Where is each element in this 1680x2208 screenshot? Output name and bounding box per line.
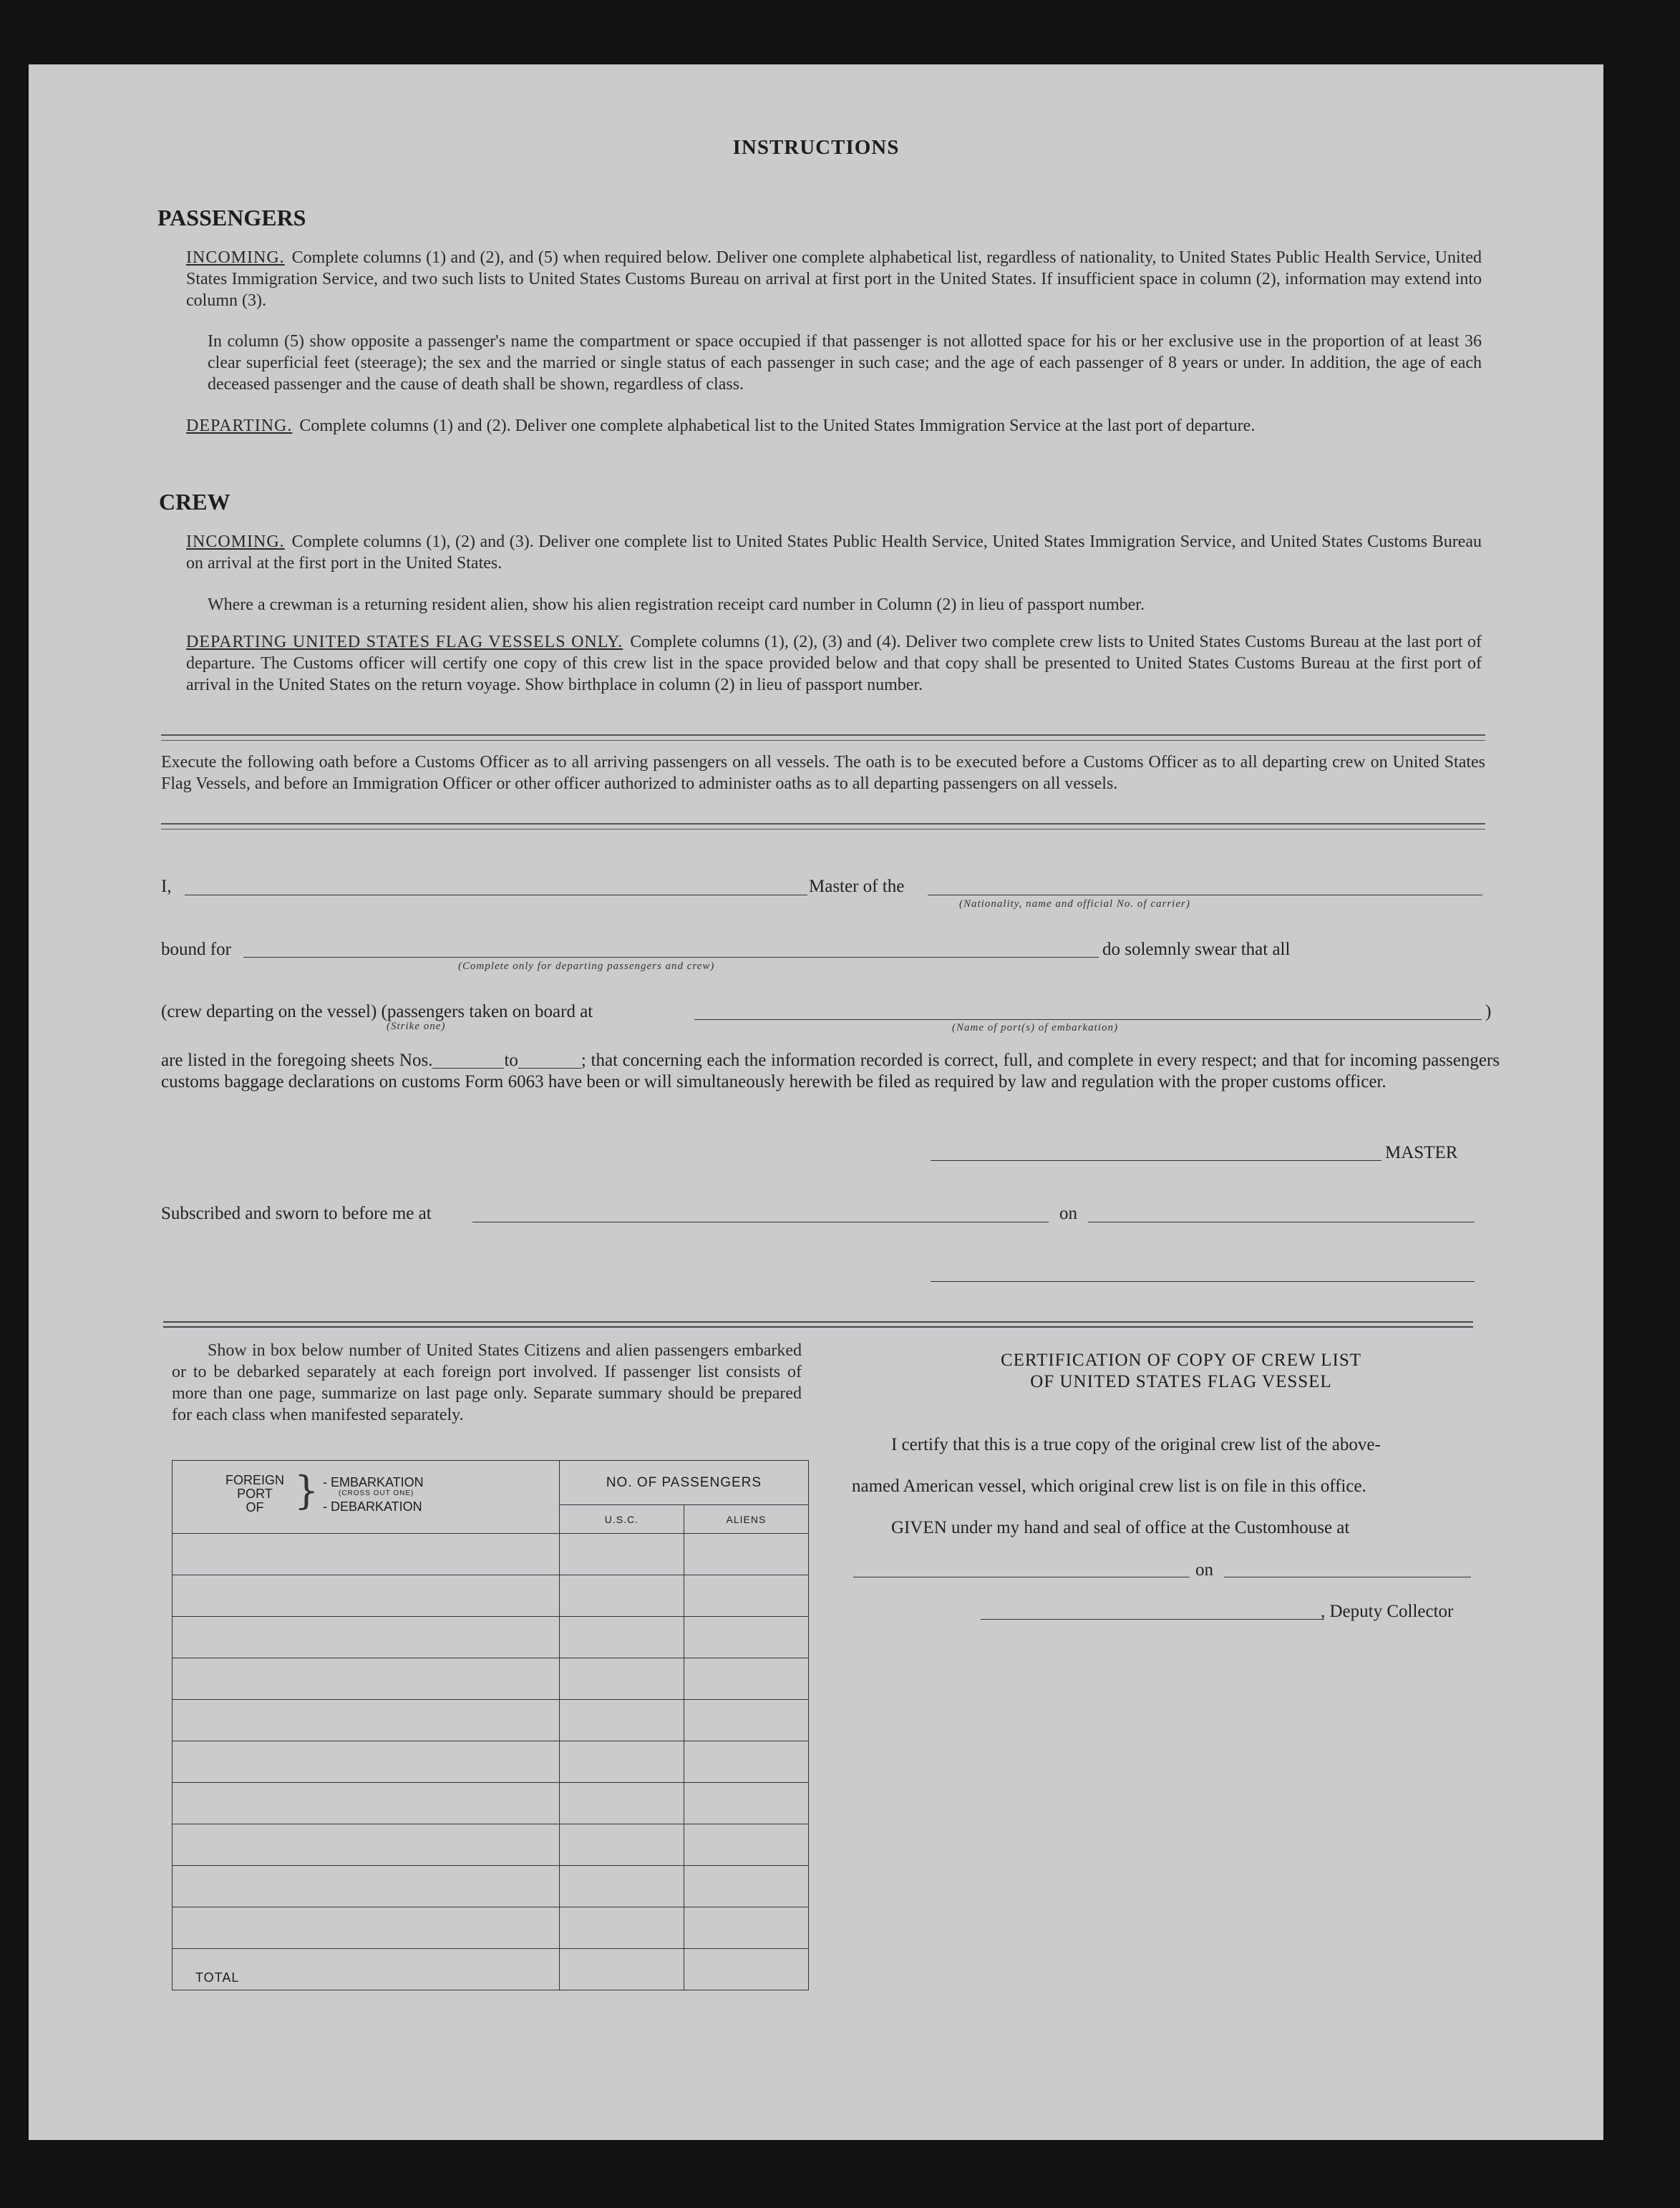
- certification-on-label: on: [1195, 1560, 1213, 1580]
- aliens-header: ALIENS: [684, 1505, 808, 1534]
- port-header-cell: [173, 1461, 560, 1534]
- foreign-port-of: [215, 1474, 294, 1514]
- sheets-to-field[interactable]: [518, 1068, 581, 1069]
- table-row: [173, 1534, 809, 1575]
- passenger-summary-table: [172, 1460, 809, 1990]
- sheets-from-field[interactable]: [432, 1068, 504, 1069]
- passengers-heading: PASSENGERS: [157, 205, 306, 230]
- close-paren: ): [1485, 1002, 1492, 1021]
- port-cell[interactable]: [173, 1534, 560, 1575]
- aliens-cell[interactable]: [684, 1907, 808, 1949]
- usc-cell[interactable]: [559, 1907, 684, 1949]
- deputy-signature-field[interactable]: [981, 1619, 1324, 1620]
- table-row: [173, 1617, 809, 1658]
- listed-text-a: are listed in the foregoing sheets Nos.: [161, 1051, 433, 1070]
- aliens-total-cell[interactable]: [684, 1949, 808, 1990]
- foreign-label: FOREIGN: [225, 1473, 284, 1487]
- embarkation-label[interactable]: - EMBARKATION: [323, 1475, 424, 1489]
- port-cell[interactable]: [173, 1658, 560, 1700]
- certification-title: [866, 1350, 1496, 1393]
- aliens-cell[interactable]: [684, 1783, 808, 1824]
- port-cell[interactable]: [173, 1907, 560, 1949]
- port-cell[interactable]: [173, 1700, 560, 1741]
- port-cell[interactable]: [173, 1866, 560, 1907]
- table-row: [173, 1866, 809, 1907]
- port-caption: (Name of port(s) of embarkation): [952, 1022, 1118, 1034]
- aliens-cell[interactable]: [684, 1658, 808, 1700]
- passenger-summary-box: [172, 1460, 809, 1990]
- given-line: GIVEN under my hand and seal of office at the Customhouse at: [891, 1518, 1350, 1537]
- passengers-incoming-text: Complete columns (1) and (2), and (5) when required below. Deliver one complete alphabetical list, regardless of nationality, to United States Public Health Service, United States Immigration Service, and two such lists to United States Customs Bureau on arrival at first port in the United States. If insufficient space in column (2), information may extend into column (3).: [186, 248, 1482, 310]
- aliens-cell[interactable]: [684, 1866, 808, 1907]
- usc-cell[interactable]: [559, 1866, 684, 1907]
- listed-to: to: [504, 1051, 518, 1070]
- passengers-departing-paragraph: [186, 415, 1482, 437]
- table-row: [173, 1658, 809, 1700]
- aliens-cell[interactable]: [684, 1824, 808, 1866]
- no-passengers-header: NO. OF PASSENGERS: [559, 1461, 808, 1505]
- port-cell[interactable]: [173, 1575, 560, 1617]
- table-row: [173, 1824, 809, 1866]
- swear-label: do solemnly swear that all: [1102, 940, 1291, 959]
- aliens-cell[interactable]: [684, 1700, 808, 1741]
- usc-cell[interactable]: [559, 1617, 684, 1658]
- usc-total-cell[interactable]: [559, 1949, 684, 1990]
- crew-resident-paragraph: Where a crewman is a returning resident alien, show his alien registration receipt card number in Column (2) in lieu of passport number.: [208, 595, 1145, 614]
- brace-icon: }: [294, 1468, 319, 1513]
- embarkation-port-field[interactable]: [694, 1019, 1482, 1020]
- page-title: INSTRUCTIONS: [732, 136, 900, 159]
- aliens-cell[interactable]: [684, 1741, 808, 1783]
- crew-heading: CREW: [159, 489, 230, 515]
- port-cell[interactable]: [173, 1783, 560, 1824]
- port-label: PORT: [237, 1487, 273, 1501]
- subscribed-on-label: on: [1059, 1204, 1077, 1223]
- master-signature-field[interactable]: [931, 1160, 1382, 1161]
- port-cell[interactable]: [173, 1617, 560, 1658]
- oath-intro-paragraph: Execute the following oath before a Customs Officer as to all arriving passengers on all vessels. The oath is to be executed before a Customs Officer as to all departing crew on United States Flag Vessels, and before an Immigration Officer or other officer authorized to administer oaths as to all departing passengers on all vessels.: [161, 753, 1485, 793]
- crew-flag-paragraph: [186, 631, 1482, 696]
- certify-line1: I certify that this is a true copy of the original crew list of the above-: [891, 1435, 1381, 1454]
- table-row: [173, 1700, 809, 1741]
- crew-incoming-lead: INCOMING.: [186, 532, 285, 551]
- strike-one-caption: (Strike one): [387, 1021, 446, 1032]
- passengers-column5-paragraph: In column (5) show opposite a passenger's name the compartment or space occupied if that passenger is not allotted space for his or her exclusive use in the proportion of at least 36 clear superficial feet (steerage); the sex and the married or single status of each passenger in such case; and the age of each passenger of 8 years or under. In addition, the age of each deceased passenger and the cause of death shall be shown, regardless of class.: [208, 332, 1482, 394]
- passengers-departing-text: Complete columns (1) and (2). Deliver one complete alphabetical list to the United States Immigration Service at the last port of departure.: [299, 417, 1256, 435]
- crew-incoming-text: Complete columns (1), (2) and (3). Deliver one complete list to United States Public Health Service, United States Immigration Service, and United States Customs Bureau on arrival at the first port in the United States.: [186, 532, 1482, 573]
- usc-cell[interactable]: [559, 1783, 684, 1824]
- port-cell[interactable]: [173, 1741, 560, 1783]
- aliens-cell[interactable]: [684, 1534, 808, 1575]
- bound-for-caption: (Complete only for departing passengers and crew): [458, 960, 715, 972]
- usc-cell[interactable]: [559, 1741, 684, 1783]
- summary-instructions: Show in box below number of United States Citizens and alien passengers embarked or to be debarked separately at each foreign port involved. If passenger list consists of more than one page, summarize on last page only. Separate summary should be prepared for each class when manifested separately.: [172, 1341, 802, 1424]
- crew-flag-text: Complete columns (1), (2), (3) and (4). Deliver two complete crew lists to United States Customs Bureau at the last port of departure. The Customs officer will certify one copy of this crew list in the space provided below and that copy shall be presented to United States Customs Bureau at the first port of arrival in the United States on the return voyage. Show birthplace in column (2) in lieu of passport number.: [186, 633, 1482, 694]
- master-of-label: Master of the: [809, 877, 905, 896]
- bound-for-label: bound for: [161, 940, 231, 959]
- cross-out-note: (CROSS OUT ONE): [339, 1489, 414, 1497]
- usc-cell[interactable]: [559, 1700, 684, 1741]
- total-label: TOTAL: [173, 1949, 560, 1990]
- passengers-departing-lead: DEPARTING.: [186, 417, 293, 435]
- usc-cell[interactable]: [559, 1658, 684, 1700]
- table-row: [173, 1575, 809, 1617]
- bound-for-field[interactable]: [243, 957, 1099, 958]
- divider-mid: [161, 823, 1485, 830]
- debarkation-label[interactable]: - DEBARKATION: [323, 1499, 422, 1514]
- subscribed-label: Subscribed and sworn to before me at: [161, 1204, 432, 1223]
- oath-statement: [161, 1050, 1500, 1093]
- officer-signature-field[interactable]: [931, 1281, 1475, 1282]
- master-label: MASTER: [1385, 1143, 1458, 1162]
- usc-header: U.S.C.: [559, 1505, 684, 1534]
- divider-top: [161, 734, 1485, 741]
- certify-line2: named American vessel, which original crew list is on file in this office.: [852, 1477, 1366, 1496]
- document-page: [29, 64, 1603, 2140]
- usc-cell[interactable]: [559, 1824, 684, 1866]
- usc-cell[interactable]: [559, 1575, 684, 1617]
- table-row: [173, 1783, 809, 1824]
- of-label: OF: [246, 1500, 264, 1514]
- passengers-incoming-lead: INCOMING.: [186, 248, 285, 267]
- strike-one-text: (crew departing on the vessel) (passengers taken on board at: [161, 1002, 593, 1021]
- carrier-caption: (Nationality, name and official No. of carrier): [959, 898, 1190, 910]
- crew-incoming-paragraph: [186, 531, 1482, 574]
- aliens-cell[interactable]: [684, 1617, 808, 1658]
- passengers-incoming-paragraph: [186, 247, 1482, 311]
- usc-cell[interactable]: [559, 1534, 684, 1575]
- aliens-cell[interactable]: [684, 1575, 808, 1617]
- certification-title-line1: CERTIFICATION OF COPY OF CREW LIST: [1000, 1351, 1362, 1370]
- oath-i-label: I,: [161, 877, 172, 896]
- table-row: [173, 1741, 809, 1783]
- table-row: [173, 1907, 809, 1949]
- deputy-collector-label: , Deputy Collector: [1321, 1602, 1454, 1621]
- divider-bottom: [163, 1321, 1473, 1328]
- port-cell[interactable]: [173, 1824, 560, 1866]
- crew-flag-lead: DEPARTING UNITED STATES FLAG VESSELS ONLY.: [186, 633, 623, 651]
- total-row: [173, 1949, 809, 1990]
- listed-text-b: ; that concerning each the information recorded is correct, full, and complete in every respect; and that for incoming passengers customs baggage declarations on customs Form 6063 have been or will simultaneously herewith be filed as required by law and regulation with the proper customs officer.: [161, 1051, 1500, 1091]
- certification-title-line2: OF UNITED STATES FLAG VESSEL: [1030, 1372, 1332, 1391]
